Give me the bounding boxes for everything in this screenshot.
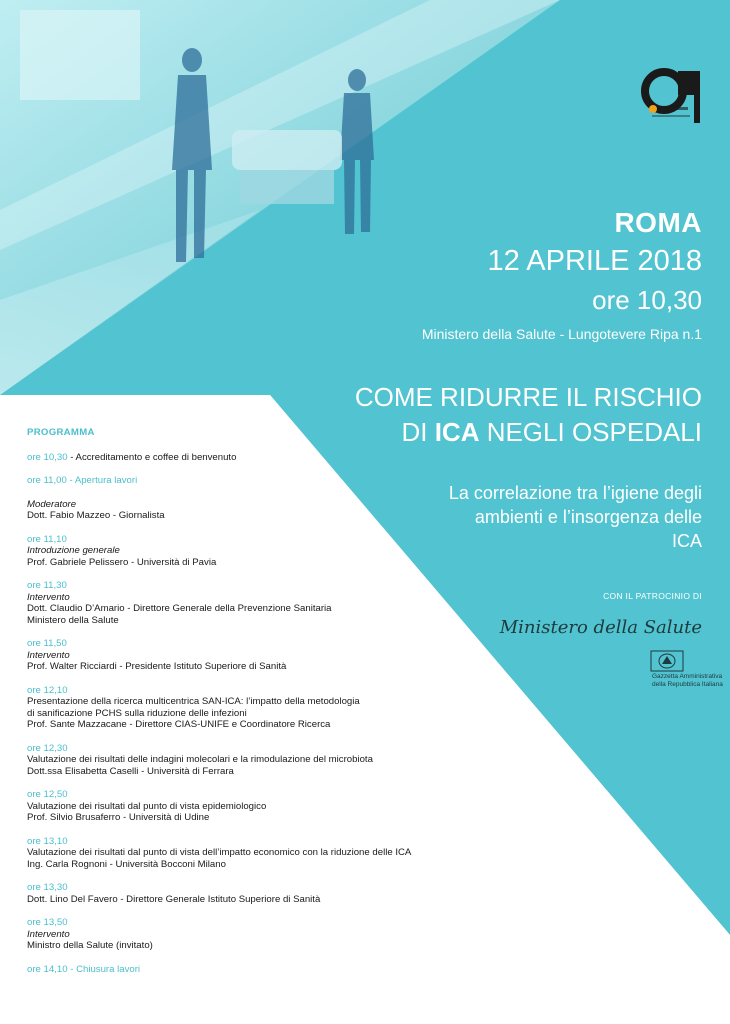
o4-logo <box>640 65 706 125</box>
item-speaker: Dott. Fabio Mazzeo <box>27 510 111 521</box>
item-speaker: Prof. Sante Mazzacane <box>27 719 127 730</box>
program-item <box>27 917 477 952</box>
item-time: ore 11,30 <box>27 580 67 591</box>
item-time: ore 11,10 <box>27 533 67 545</box>
event-time: ore 10,30 <box>592 285 702 315</box>
item-speaker: Ing. Carla Rognoni <box>27 858 107 870</box>
item-time: ore 13,50 <box>27 917 68 928</box>
subtitle-line-3: ICA <box>671 531 702 551</box>
item-text: - Accreditamento e coffee di benvenuto <box>67 451 237 463</box>
program-item <box>27 580 477 626</box>
item-speaker: Prof. Silvio Brusaferro <box>27 812 121 823</box>
program-item <box>27 836 477 871</box>
gazzetta-line-1: Gazzetta Amministrativa <box>652 673 723 680</box>
program-item <box>27 743 477 778</box>
city-heading: ROMA <box>614 207 702 238</box>
program-list <box>27 427 477 987</box>
item-time: ore 13,10 <box>27 835 68 847</box>
program-item <box>27 964 477 976</box>
event-venue: Ministero della Salute - Lungotevere Ripa n.1 <box>421 326 702 342</box>
item-affiliation: - Direttore Generale Istituto Superiore di Sanità <box>117 893 321 905</box>
program-item <box>27 882 477 905</box>
item-affiliation: - Giornalista <box>110 510 165 521</box>
item-role: Intervento <box>27 649 70 661</box>
gazzetta-text <box>652 673 723 689</box>
item-description: Valutazione dei risultati dal punto di vista epidemiologico <box>27 800 267 812</box>
item-time: ore 11,00 - Apertura lavori <box>27 475 138 486</box>
hospital-bed <box>232 130 342 204</box>
item-time: ore 12,50 <box>27 789 68 800</box>
item-affiliation: - Direttore Generale della Prevenzione Sanitaria <box>124 603 332 614</box>
item-speaker: Prof. Walter Ricciardi <box>27 661 117 672</box>
item-role: Intervento <box>27 928 70 940</box>
item-time: ore 12,10 <box>27 684 68 696</box>
item-time: ore 13,30 <box>27 882 68 893</box>
program-item <box>27 452 477 464</box>
item-description: Presentazione della ricerca multicentrica SAN-ICA: l’impatto della metodologia <box>27 696 360 707</box>
title-ica: ICA <box>434 417 480 447</box>
item-speaker: Dott.ssa Elisabetta Caselli <box>27 765 139 777</box>
photo-window <box>20 10 140 100</box>
item-speaker: Dott. Claudio D’Amario <box>27 603 125 614</box>
item-time: ore 11,50 <box>27 638 67 649</box>
subtitle-line-2: ambienti e l’insorgenza delle <box>474 507 702 527</box>
ministry-logo: Ministero della Salute <box>499 617 702 638</box>
item-speaker: Ministro della Salute <box>27 940 114 951</box>
gazzetta-emblem-icon <box>650 650 684 672</box>
gazzetta-line-2: della Repubblica Italiana <box>652 681 723 688</box>
item-affiliation: - Direttore CIAS-UNIFE e Coordinatore Ricerca <box>126 719 331 730</box>
program-item <box>27 638 477 673</box>
item-time: ore 10,30 <box>27 451 68 463</box>
program-item <box>27 499 477 522</box>
subtitle-line-1: La correlazione tra l’igiene degli <box>448 483 702 503</box>
event-date: 12 APRILE 2018 <box>487 245 702 277</box>
item-affiliation: - Università di Ferrara <box>138 765 234 777</box>
item-time: ore 12,30 <box>27 742 68 754</box>
item-role: Introduzione generale <box>27 545 120 556</box>
program-item <box>27 475 477 487</box>
item-affiliation: - Presidente Istituto Superiore di Sanità <box>116 661 287 672</box>
item-affiliation: - Università di Pavia <box>128 556 217 568</box>
title-line-1: COME RIDURRE IL RISCHIO <box>354 382 702 412</box>
item-affiliation: - Università Bocconi Milano <box>107 858 226 870</box>
item-description: Valutazione dei risultati dal punto di vista dell’impatto economico con la riduzione delle ICA <box>27 847 412 858</box>
item-speaker: Prof. Gabriele Pelissero <box>27 556 129 568</box>
item-time: ore 14,10 - Chiusura lavori <box>27 963 141 975</box>
item-affiliation: - Università di Udine <box>120 812 210 823</box>
item-role: Intervento <box>27 591 70 603</box>
program-item <box>27 534 477 569</box>
program-item <box>27 789 477 824</box>
title-line-2-pre: DI <box>401 417 435 447</box>
program-item <box>27 685 477 731</box>
program-heading: PROGRAMMA <box>27 427 95 438</box>
patronage-label: CON IL PATROCINIO DI <box>603 591 702 601</box>
item-description: Valutazione dei risultati delle indagini molecolari e la rimodulazione del microbiota <box>27 754 373 765</box>
item-role: Moderatore <box>27 498 77 510</box>
title-line-2-post: NEGLI OSPEDALI <box>479 417 702 447</box>
item-affiliation: (invitato) <box>113 940 153 951</box>
item-description-2: di sanificazione PCHS sulla riduzione delle infezioni <box>27 707 247 719</box>
item-speaker: Dott. Lino Del Favero <box>27 893 118 905</box>
item-extra: Ministero della Salute <box>27 614 119 626</box>
